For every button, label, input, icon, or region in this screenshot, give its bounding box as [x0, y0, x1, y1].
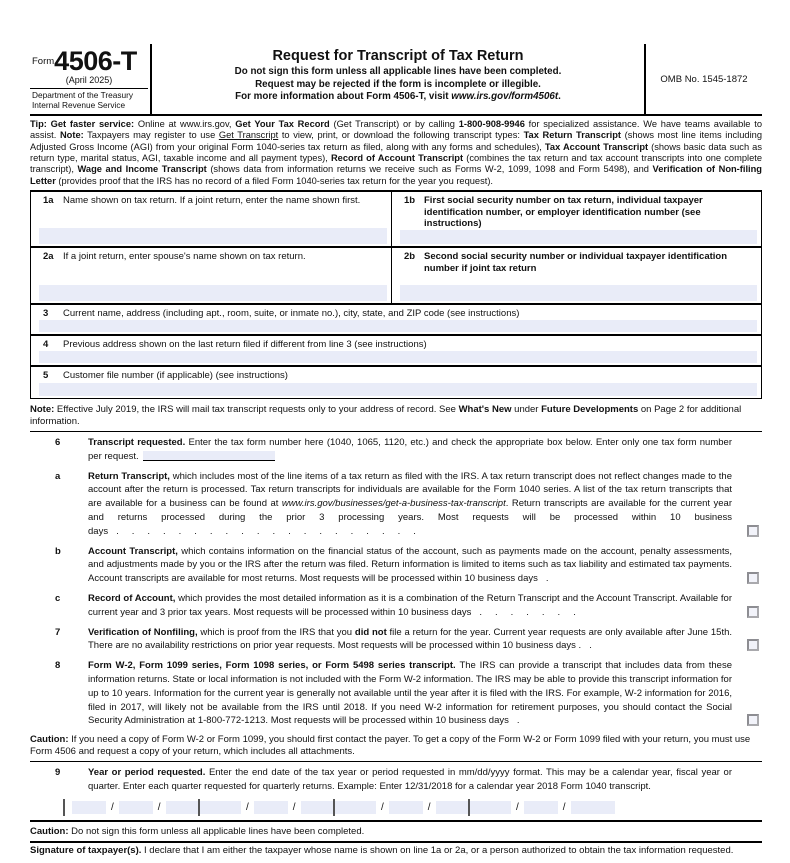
date4-day-input[interactable] [524, 801, 558, 814]
dot-leader: . [516, 715, 533, 727]
dot-leader: .................... [116, 525, 429, 537]
form-title-block [152, 44, 644, 114]
form-subtitle-3: For more information about Form 4506-T, visit www.irs.gov/form4506t. [235, 91, 561, 102]
date1-day-input[interactable] [119, 801, 153, 814]
form-header [30, 44, 762, 116]
line-3-label: Current name, address (including apt., room, suite, or inmate no.), city, state, and ZIP code (see instructions) [63, 308, 520, 320]
line-7-checkbox[interactable] [747, 639, 759, 651]
line-6a [30, 466, 762, 541]
form-title: Request for Transcript of Tax Return [272, 48, 524, 64]
line-6-text: Transcript requested. Enter the tax form number here (1040, 1065, 1120, etc.) and check the appropriate box below. Enter only one tax form number per request. [88, 437, 732, 462]
line-2a-label: If a joint return, enter spouse's name shown on tax return. [63, 251, 306, 263]
line-3-number: 3 [43, 308, 49, 320]
line-1b-label: First social security number on tax return, individual taxpayer identification number, or employer identification number (see instructions) [424, 195, 703, 230]
line-8-number: 8 [55, 660, 61, 672]
form-subtitle-2: Request may be rejected if the form is incomplete or illegible. [255, 78, 541, 90]
date1-month-input[interactable] [72, 801, 106, 814]
line-5-label: Customer file number (if applicable) (see instructions) [63, 370, 288, 382]
tip-paragraph: Tip: Get faster service: Online at www.irs.gov, Get Your Tax Record (Get Transcript) or by calling 1-800-908-9946 for specialized assistance. We have teams available to assist. Note: Taxpayers may register to use Get Transcript to view, print, or download the following transcript types: Tax Return Transcript (shows most line items including Adjusted Gross Income (AGI) from your original Form 1040-series tax return as filed, along with any forms and schedules), Tax Account Transcript (shows basic data such as return type, marital status, AGI, taxable income and all payment types), Record of Account Transcript (combines the tax return and tax account transcripts into one complete transcript), Wage and Income Transcript (shows data from information returns we receive such as Forms W-2, 1099, 1098 and Form 5498), and Verification of Non-filing Letter (provides proof that the IRS has no record of a filed Form 1040-series tax return for the year you request). [30, 119, 762, 186]
table-row-2 [31, 248, 761, 305]
date4-month-input[interactable] [477, 801, 511, 814]
caution-w2-copy: Caution: If you need a copy of Form W-2 or Form 1099, you should first contact the payer. To get a copy of the Form W-2 or Form 1099 filed with your return, you must use Form 4506 and request a copy of your return, which includes all attachments. [30, 734, 751, 757]
date-separator: / [427, 801, 431, 813]
line-6a-letter: a [55, 470, 61, 482]
line-6b-checkbox[interactable] [747, 572, 759, 584]
line-9-number: 9 [55, 767, 61, 779]
date2-month-input[interactable] [207, 801, 241, 814]
line-3-input[interactable] [39, 320, 757, 333]
line-8-text: Form W-2, Form 1099 series, Form 1098 series, or Form 5498 series transcript. The IRS can provide a transcript that includes data from these information returns. State or local information is not included with the Form W-2 information. The IRS may be able to provide this transcript information for up to 10 years. Information for the current year is generally not available until the year after it is filed with the IRS. For example, W-2 information for 2016, filed in 2017, will likely not be available from the IRS until 2018. If you need W-2 information for retirement purposes, you should contact the Social Security Administration at 1-800-772-1213. Most requests will be processed within 10 business days [88, 660, 732, 727]
line-2a-number: 2a [43, 251, 54, 263]
line-6b-letter: b [55, 545, 61, 557]
form-revision: (April 2025) [65, 75, 113, 85]
dot-leader: ....... [479, 606, 589, 618]
date-separator: / [516, 801, 519, 813]
date-separator: / [157, 801, 161, 813]
date3-day-input[interactable] [389, 801, 423, 814]
date-separator: / [111, 801, 114, 813]
caution-sign: Caution: Do not sign this form unless all applicable lines have been completed. [30, 825, 365, 837]
date2-day-input[interactable] [254, 801, 288, 814]
line-5-number: 5 [43, 370, 49, 382]
form-4506t-page [0, 44, 790, 863]
line-9-text: Year or period requested. Enter the end date of the tax year or period requested in mm/dd/yyyy format. This may be a calendar year, fiscal year or quarter. Enter each quarter requested for quarterly returns. Example: Enter 12/31/2018 for a calendar year 2018 Form 1040 transcript. [88, 767, 732, 792]
date-group-4 [468, 799, 603, 816]
line-6c-text: Record of Account, which provides the most detailed information as it is a combination of the Return Transcript and the Account Transcript. Available for current year and 3 prior tax years. Most requests will be processed within 10 business days [88, 593, 732, 618]
date-group-2 [198, 799, 333, 816]
table-row-4 [31, 336, 761, 367]
line-1b-number: 1b [404, 195, 416, 207]
date-separator: / [292, 801, 296, 813]
agency-line1: Department of the Treasury [32, 90, 133, 100]
line-2b-number: 2b [404, 251, 416, 263]
dot-leader: . [545, 573, 562, 585]
line-7-text: Verification of Nonfiling, which is proof from the IRS that you did not file a return for the year. Current year requests are only available after June 15th. There are no availability restrictions on prior year requests. Most requests will be processed within 10 business days . [88, 626, 733, 652]
table-row-3 [31, 305, 761, 336]
line-5-input[interactable] [39, 383, 757, 396]
line-6-form-number-blank[interactable] [143, 451, 275, 461]
line-6b-text: Account Transcript, which contains information on the financial status of the account, such as payments made on the account, penalty assessments, and adjustments made by you or the IRS after the return was filed. Return information is limited to items such as tax liability and estimated tax payments. Account transcripts are available for most returns. Most requests will be processed within 10 business days [88, 545, 732, 585]
form-word: Form [32, 56, 55, 67]
table-row-1 [31, 192, 761, 248]
form-id-block [30, 44, 152, 114]
line-1a-input[interactable] [39, 228, 387, 244]
line-6c-checkbox[interactable] [747, 606, 759, 618]
line-9 [30, 762, 762, 796]
line-7-number: 7 [55, 626, 61, 638]
line-6-number: 6 [55, 437, 61, 449]
date3-month-input[interactable] [342, 801, 376, 814]
line-6c [30, 588, 762, 622]
form-number: 4506-T [54, 46, 137, 76]
date-separator: / [381, 801, 384, 813]
line-7 [30, 622, 762, 656]
line-2b-label: Second social security number or individual taxpayer identification number if joint tax return [424, 251, 728, 274]
line-6c-letter: c [55, 593, 61, 605]
line-1a-number: 1a [43, 195, 54, 207]
line-6a-text: Return Transcript, which includes most of the line items of a tax return as filed with the IRS. A tax return transcript does not reflect changes made to the account after the return is processed. Tax return transcripts for individuals are available for the Form 1040 series. A list of the tax return transcripts that are available for a business can be found at www.irs.gov/businesses/get-a-business-tax-transcript. Return transcripts are available for the current year and returns processed during the prior 3 processing years. Most requests will be processed within 10 business days [88, 470, 732, 537]
line-4-input[interactable] [39, 351, 757, 364]
signature-section-clipped: Signature of taxpayer(s). I declare that I am either the taxpayer whose name is shown on line 1a or 2a, or a person authorized to obtain the tax information requested. [30, 845, 734, 857]
omb-number-box [644, 44, 762, 114]
address-note: Note: Effective July 2019, the IRS will mail tax transcript requests only to your address of record. See What's New under Future Developments on Page 2 for additional information. [30, 404, 742, 427]
line-6 [30, 432, 762, 466]
date-group-1 [63, 799, 198, 816]
form-subtitle-1: Do not sign this form unless all applicable lines have been completed. [234, 66, 562, 77]
table-row-5 [31, 367, 761, 398]
date4-year-input[interactable] [571, 801, 615, 814]
line-2b-input[interactable] [400, 285, 757, 301]
line-2a-input[interactable] [39, 285, 387, 301]
line-6b [30, 541, 762, 588]
date-separator: / [562, 801, 566, 813]
date-group-3 [333, 799, 468, 816]
omb-number: OMB No. 1545-1872 [660, 73, 748, 85]
identity-table [30, 190, 762, 399]
line-4-label: Previous address shown on the last return filed if different from line 3 (see instructions) [63, 339, 427, 351]
dot-leader: . [589, 640, 605, 652]
line-6a-checkbox[interactable] [747, 525, 759, 537]
agency-line2: Internal Revenue Service [32, 99, 126, 110]
date-separator: / [246, 801, 249, 813]
line-1a-label: Name shown on tax return. If a joint return, enter the name shown first. [63, 195, 361, 207]
line-8 [30, 655, 762, 730]
line-1b-input[interactable] [400, 230, 757, 245]
line-8-checkbox[interactable] [747, 714, 759, 726]
line-9-date-row [63, 799, 762, 816]
line-4-number: 4 [43, 339, 49, 351]
